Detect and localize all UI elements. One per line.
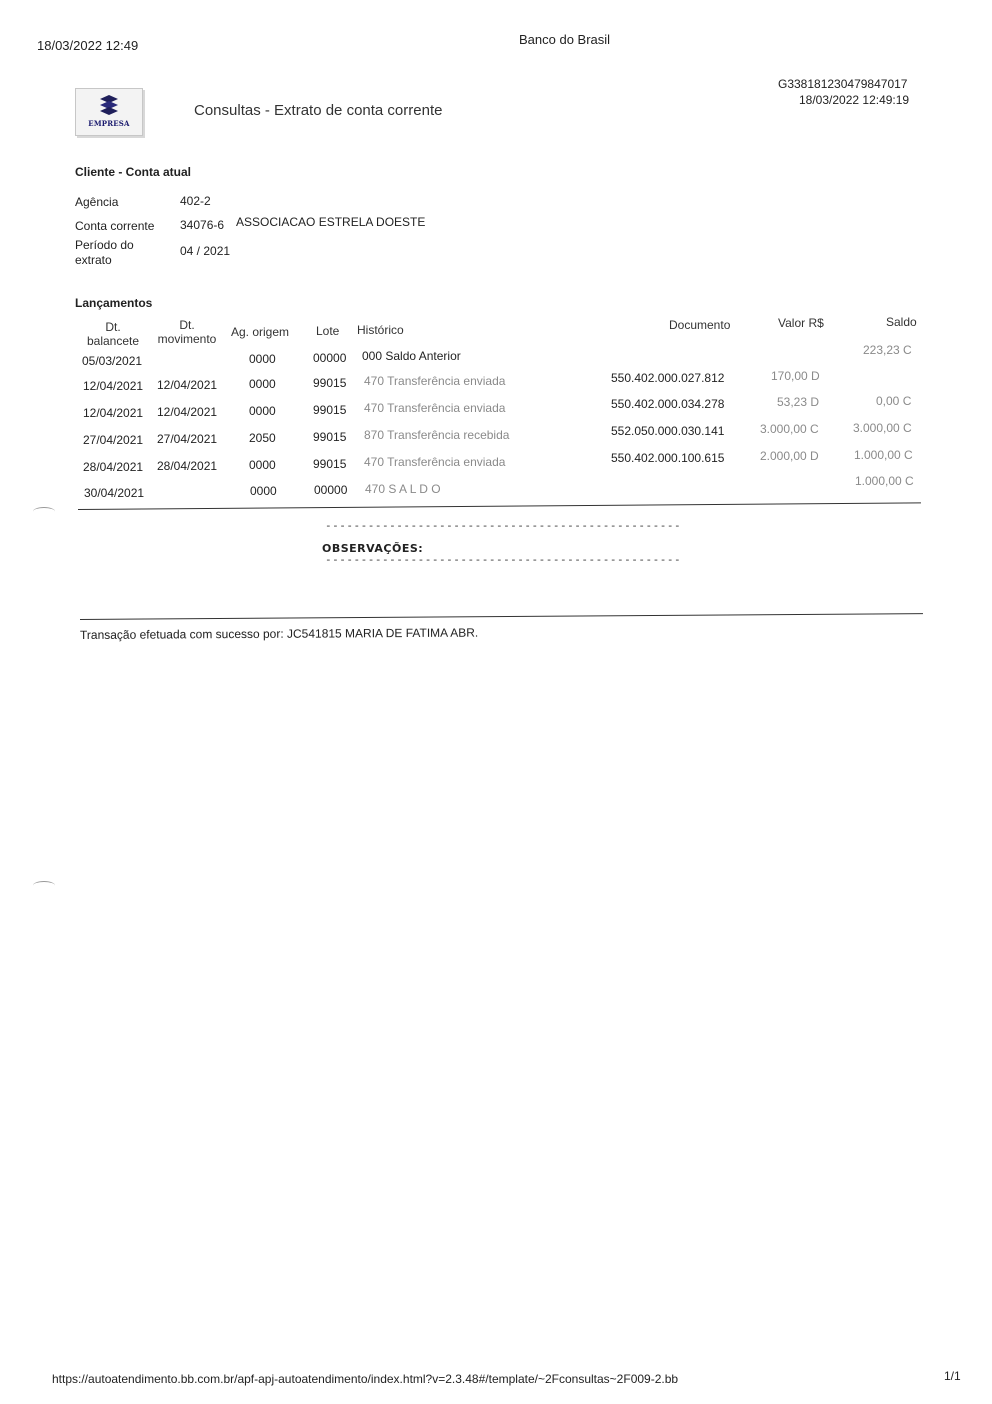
scan-margin-mark (33, 507, 55, 516)
cell-historico: 470 S A L D O (365, 482, 441, 496)
cell-ag-origem: 0000 (249, 377, 276, 391)
page-title: Consultas - Extrato de conta corrente (194, 102, 443, 119)
cell-valor: 170,00 D (771, 369, 820, 383)
cell-lote: 00000 (314, 483, 348, 497)
periodo-value: 04 / 2021 (180, 244, 231, 258)
cell-ag-origem: 0000 (249, 458, 276, 472)
cell-valor: 53,23 D (777, 395, 820, 409)
transaction-note: Transação efetuada com sucesso por: JC541815 MARIA DE FATIMA ABR. (79, 625, 479, 642)
cell-dt-balancete: 30/04/2021 (84, 486, 145, 500)
observacoes-bottom-dashes: -------------------------------------------------- (325, 553, 682, 566)
cell-dt-balancete: 12/04/2021 (83, 379, 144, 393)
header-dt-movimento (155, 318, 219, 346)
bank-logo (75, 88, 143, 136)
print-url: https://autoatendimento.bb.com.br/apf-apj-autoatendimento/index.html?v=2.3.48#/template/~2Fconsultas~2F009-2.bb (52, 1372, 679, 1386)
agencia-label: Agência (75, 195, 119, 209)
cell-documento: 550.402.000.027.812 (611, 371, 725, 385)
conta-label: Conta corrente (75, 219, 155, 233)
client-section-title: Cliente - Conta atual (75, 165, 192, 179)
cell-dt-balancete: 05/03/2021 (82, 354, 143, 368)
cell-historico: 000 Saldo Anterior (362, 349, 461, 363)
cell-historico: 470 Transferência enviada (364, 401, 506, 415)
header-dt-balancete-line1: Dt. (105, 320, 121, 334)
cell-dt-movimento: 12/04/2021 (157, 405, 218, 419)
print-page-number: 1/1 (944, 1369, 961, 1383)
header-lote: Lote (316, 324, 340, 338)
footer-rule (80, 613, 923, 620)
cell-dt-balancete: 28/04/2021 (83, 460, 144, 474)
cell-dt-movimento: 12/04/2021 (157, 378, 218, 392)
header-saldo: Saldo (886, 315, 917, 329)
print-site-title: Banco do Brasil (519, 32, 611, 47)
lancamentos-section-title: Lançamentos (75, 296, 153, 310)
cell-dt-balancete: 27/04/2021 (83, 433, 144, 447)
table-bottom-rule (78, 502, 921, 510)
observacoes-label: OBSERVAÇÕES: (322, 542, 424, 555)
cell-valor: 3.000,00 C (760, 422, 819, 436)
cell-historico: 870 Transferência recebida (364, 428, 510, 442)
cell-dt-movimento: 27/04/2021 (157, 432, 218, 446)
cell-saldo: 3.000,00 C (853, 421, 912, 435)
cell-ag-origem: 2050 (249, 431, 276, 445)
cell-ag-origem: 0000 (249, 352, 276, 366)
cell-lote: 00000 (313, 351, 347, 365)
cell-ag-origem: 0000 (250, 484, 277, 498)
header-dt-movimento-line2: movimento (157, 332, 217, 346)
conta-number: 34076-6 (180, 218, 225, 232)
conta-name: ASSOCIACAO ESTRELA DOESTE (236, 215, 426, 229)
header-dt-balancete-line2: balancete (86, 334, 140, 348)
cell-valor: 2.000,00 D (760, 449, 819, 463)
agencia-value: 402-2 (180, 194, 211, 208)
cell-saldo: 1.000,00 C (854, 448, 913, 462)
cell-documento: 550.402.000.100.615 (611, 451, 725, 465)
header-dt-movimento-line1: Dt. (179, 318, 195, 332)
cell-saldo: 1.000,00 C (855, 474, 914, 488)
cell-saldo: 0,00 C (876, 394, 912, 408)
auth-datetime: 18/03/2022 12:49:19 (799, 93, 910, 107)
banco-do-brasil-logo-icon (96, 93, 122, 115)
scan-margin-mark (33, 881, 55, 890)
cell-documento: 552.050.000.030.141 (611, 424, 725, 438)
cell-lote: 99015 (313, 430, 347, 444)
cell-historico: 470 Transferência enviada (364, 455, 506, 469)
header-ag-origem: Ag. origem (231, 325, 290, 339)
periodo-label-line2: extrato (75, 253, 112, 267)
logo-caption: EMPRESA (88, 119, 130, 128)
cell-lote: 99015 (313, 457, 347, 471)
periodo-label-line1: Período do (75, 238, 134, 252)
observacoes-top-dashes: -------------------------------------------------- (325, 519, 682, 532)
header-documento: Documento (669, 318, 731, 332)
header-dt-balancete (83, 320, 143, 348)
cell-documento: 550.402.000.034.278 (611, 397, 725, 411)
cell-historico: 470 Transferência enviada (364, 374, 506, 388)
cell-dt-balancete: 12/04/2021 (83, 406, 144, 420)
cell-ag-origem: 0000 (249, 404, 276, 418)
auth-code: G338181230479847017 (778, 77, 908, 91)
cell-lote: 99015 (313, 376, 347, 390)
cell-dt-movimento: 28/04/2021 (157, 459, 218, 473)
cell-saldo: 223,23 C (863, 343, 912, 357)
header-valor: Valor R$ (778, 316, 824, 330)
print-datetime: 18/03/2022 12:49 (37, 38, 139, 53)
header-historico: Histórico (357, 323, 404, 337)
cell-lote: 99015 (313, 403, 347, 417)
